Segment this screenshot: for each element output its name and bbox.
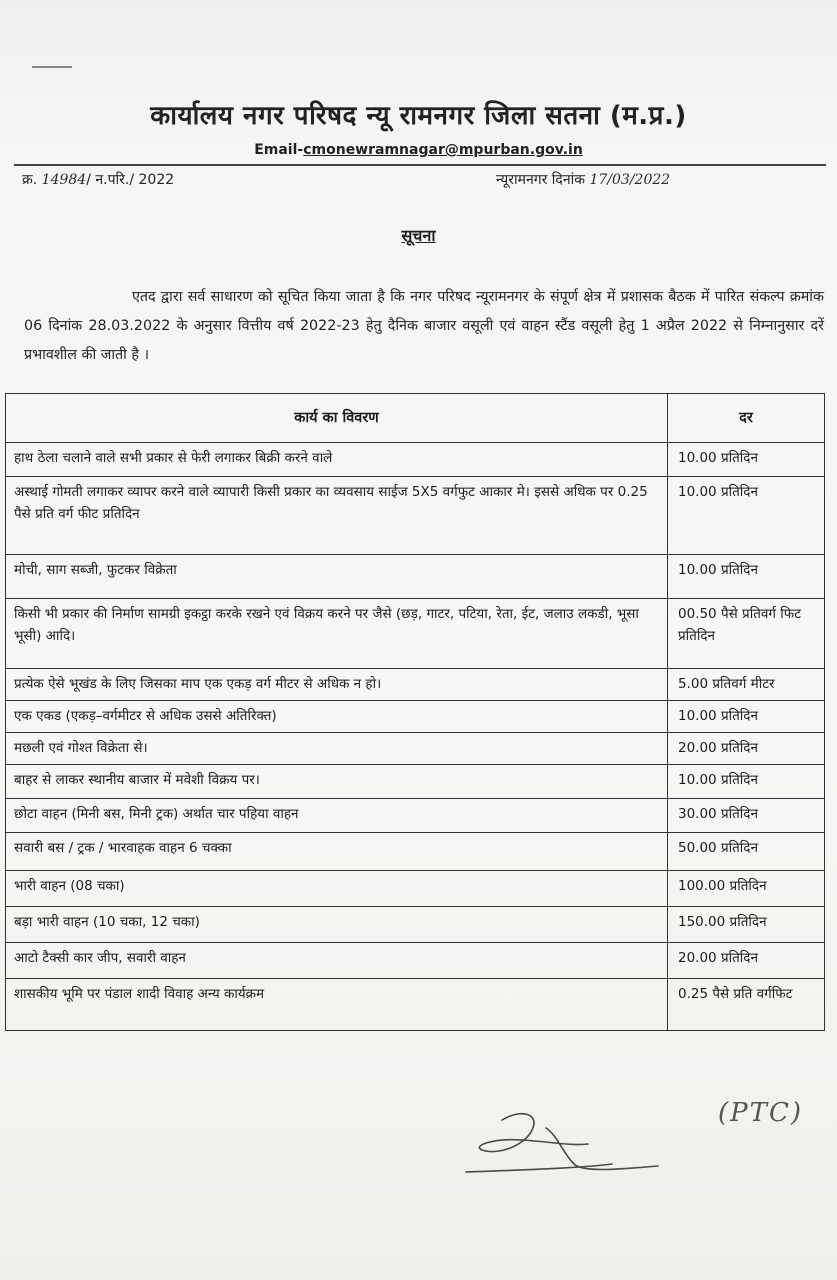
row-description: किसी भी प्रकार की निर्माण सामग्री इकट्ठा करके रखने एवं विक्रय करने पर जैसे (छड़, गाटर, पटिया, रेता, ईट, जलाउ लकडी, भूसा भूसी) आदि। bbox=[6, 599, 668, 669]
table-row bbox=[6, 701, 825, 733]
table-row bbox=[6, 833, 825, 871]
row-description: भारी वाहन (08 चका) bbox=[6, 871, 668, 907]
row-description: मोची, साग सब्जी, फुटकर विक्रेता bbox=[6, 555, 668, 599]
row-description: हाथ ठेला चलाने वाले सभी प्रकार से फेरी लगाकर बिक्री करने वाले bbox=[6, 443, 668, 477]
table-row bbox=[6, 477, 825, 555]
header-description: कार्य का विवरण bbox=[6, 394, 668, 443]
row-rate: 20.00 प्रतिदिन bbox=[668, 943, 825, 979]
table-row bbox=[6, 599, 825, 669]
ref-number-handwritten: 14984 bbox=[41, 172, 87, 188]
table-row bbox=[6, 669, 825, 701]
signature bbox=[462, 1100, 662, 1180]
table-row bbox=[6, 799, 825, 833]
notice-body-text: एतद द्वारा सर्व साधारण को सूचित किया जाता है कि नगर परिषद न्यूरामनगर के संपूर्ण क्षेत्र में प्रशासक बैठक में पारित संकल्प क्रमांक 06 दिनांक 28.03.2022 के अनुसार वित्तीय वर्ष 2022-23 हेतु दैनिक बाजार वसूली एवं वाहन स्टैंड वसूली हेतु 1 अप्रैल 2022 से निम्नानुसार दरें प्रभावशील की जाती है । bbox=[24, 289, 824, 363]
row-description: एक एकड (एकड़–वर्गमीटर से अधिक उससे अतिरिक्त) bbox=[6, 701, 668, 733]
table-row bbox=[6, 765, 825, 799]
row-description: सवारी बस / ट्रक / भारवाहक वाहन 6 चक्का bbox=[6, 833, 668, 871]
row-description: अस्थाई गोमती लगाकर व्यापर करने वाले व्यापारी किसी प्रकार का व्यवसाय साईज 5X5 वर्गफुट आकार मे। इससे अधिक पर 0.25 पैसे प्रति वर्ग फीट प्रतिदिन bbox=[6, 477, 668, 555]
table-row bbox=[6, 733, 825, 765]
date-handwritten: 17/03/2022 bbox=[589, 172, 671, 188]
header-rule bbox=[14, 164, 826, 166]
table-row bbox=[6, 555, 825, 599]
row-description: आटो टैक्सी कार जीप, सवारी वाहन bbox=[6, 943, 668, 979]
reference-number bbox=[22, 170, 174, 189]
date-label: न्यूरामनगर दिनांक bbox=[496, 172, 586, 188]
table-row bbox=[6, 943, 825, 979]
table-header-row bbox=[6, 394, 825, 443]
row-rate: 10.00 प्रतिदिन bbox=[668, 765, 825, 799]
table-row bbox=[6, 979, 825, 1031]
row-description: छोटा वाहन (मिनी बस, मिनी ट्रक) अर्थात चार पहिया वाहन bbox=[6, 799, 668, 833]
notice-body bbox=[24, 283, 824, 370]
row-rate: 50.00 प्रतिदिन bbox=[668, 833, 825, 871]
rates-table-body bbox=[6, 443, 825, 1031]
row-rate: 30.00 प्रतिदिन bbox=[668, 799, 825, 833]
office-title: कार्यालय नगर परिषद न्यू रामनगर जिला सतना (म.प्र.) bbox=[150, 101, 687, 131]
row-rate: 5.00 प्रतिवर्ग मीटर bbox=[668, 669, 825, 701]
notice-heading: सूचना bbox=[401, 226, 436, 245]
email-prefix: Email- bbox=[254, 142, 304, 158]
row-rate: 10.00 प्रतिदिन bbox=[668, 555, 825, 599]
rates-table bbox=[5, 393, 825, 1031]
row-rate: 10.00 प्रतिदिन bbox=[668, 477, 825, 555]
row-description: बड़ा भारी वाहन (10 चका, 12 चका) bbox=[6, 907, 668, 943]
header-rate: दर bbox=[668, 394, 825, 443]
row-rate: 10.00 प्रतिदिन bbox=[668, 701, 825, 733]
top-dash-mark bbox=[32, 66, 72, 68]
table-row bbox=[6, 871, 825, 907]
row-rate: 150.00 प्रतिदिन bbox=[668, 907, 825, 943]
row-description: बाहर से लाकर स्थानीय बाजार में मवेशी विक्रय पर। bbox=[6, 765, 668, 799]
row-description: मछली एवं गोश्त विक्रेता से। bbox=[6, 733, 668, 765]
email-address: cmonewramnagar@mpurban.gov.in bbox=[303, 142, 583, 158]
row-rate: 100.00 प्रतिदिन bbox=[668, 871, 825, 907]
row-rate: 0.25 पैसे प्रति वर्गफिट bbox=[668, 979, 825, 1031]
row-description: प्रत्येक ऐसे भूखंड के लिए जिसका माप एक एकड़ वर्ग मीटर से अधिक न हो। bbox=[6, 669, 668, 701]
row-rate: 20.00 प्रतिदिन bbox=[668, 733, 825, 765]
email-line bbox=[0, 142, 837, 158]
reference-date bbox=[496, 170, 670, 189]
ref-suffix: / न.परि./ 2022 bbox=[86, 172, 175, 188]
table-row bbox=[6, 907, 825, 943]
row-rate: 00.50 पैसे प्रतिवर्ग फिट प्रतिदिन bbox=[668, 599, 825, 669]
ptc-handwritten: (PTC) bbox=[718, 1098, 804, 1128]
row-rate: 10.00 प्रतिदिन bbox=[668, 443, 825, 477]
ref-prefix: क्र. bbox=[22, 172, 38, 188]
row-description: शासकीय भूमि पर पंडाल शादी विवाह अन्य कार्यक्रम bbox=[6, 979, 668, 1031]
table-row bbox=[6, 443, 825, 477]
